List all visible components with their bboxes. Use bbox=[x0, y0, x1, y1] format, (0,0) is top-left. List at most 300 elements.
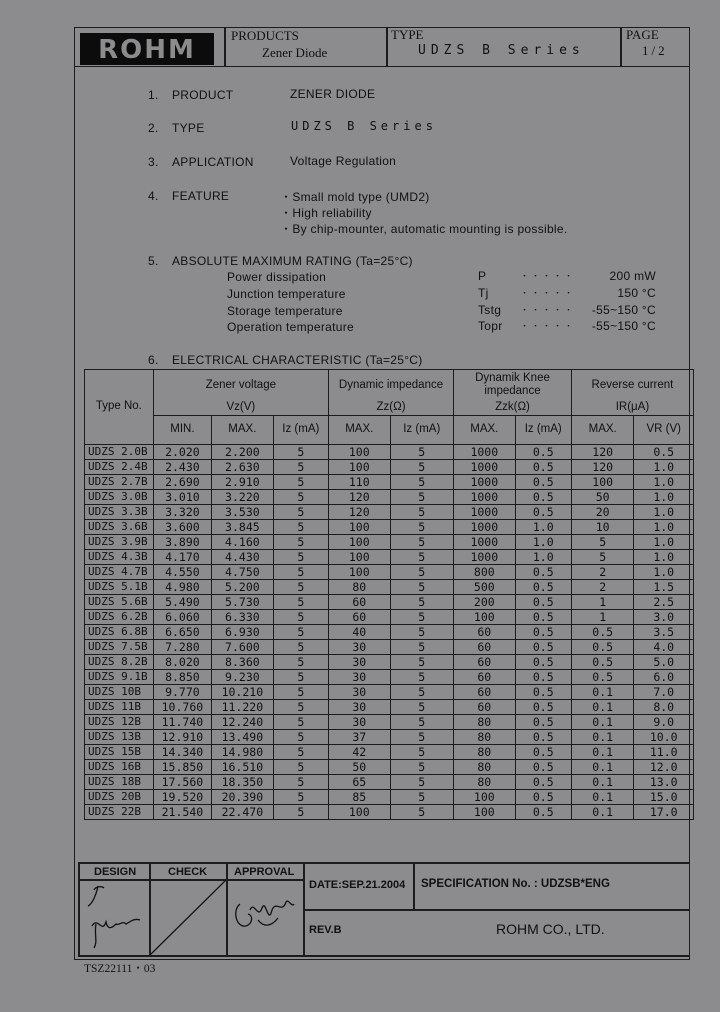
value-cell: 1000 bbox=[454, 504, 516, 519]
value-cell: 9.770 bbox=[153, 684, 211, 699]
value-cell: 5 bbox=[390, 774, 454, 789]
value-cell: 5 bbox=[273, 699, 328, 714]
value-cell: 5 bbox=[390, 759, 454, 774]
value-cell: 5 bbox=[273, 444, 328, 459]
value-cell: 1.0 bbox=[515, 549, 571, 564]
value-cell: 5 bbox=[273, 594, 328, 609]
value-cell: 5 bbox=[273, 564, 328, 579]
table-row bbox=[85, 639, 694, 654]
type-number-cell: UDZS 3.0B bbox=[85, 489, 154, 504]
type-name: UDZS B Series bbox=[291, 119, 437, 133]
type-number-cell: UDZS 4.7B bbox=[85, 564, 154, 579]
value-cell: 1.0 bbox=[634, 564, 694, 579]
value-cell: 0.5 bbox=[571, 654, 634, 669]
value-cell: 0.5 bbox=[515, 609, 571, 624]
header-divider bbox=[620, 27, 622, 67]
table-row bbox=[85, 699, 694, 714]
table-row bbox=[85, 609, 694, 624]
header-iz: Iz (mA) bbox=[273, 415, 328, 444]
design-signature bbox=[80, 880, 148, 954]
value-cell: 2.430 bbox=[153, 459, 211, 474]
value-cell: 60 bbox=[329, 609, 391, 624]
value-cell: 37 bbox=[329, 729, 391, 744]
value-cell: 5 bbox=[390, 654, 454, 669]
value-cell: 5 bbox=[390, 789, 454, 804]
value-cell: 1000 bbox=[454, 459, 516, 474]
value-cell: 5 bbox=[273, 729, 328, 744]
section-5-number: 5. bbox=[148, 254, 159, 268]
type-value: UDZS B Series bbox=[418, 43, 585, 58]
section-3-label: APPLICATION bbox=[172, 155, 254, 169]
value-cell: 50 bbox=[571, 489, 634, 504]
rating-value: -55~150 °C bbox=[591, 303, 656, 317]
date-text: DATE:SEP.21.2004 bbox=[309, 879, 406, 891]
section-5-label: ABSOLUTE MAXIMUM RATING (Ta=25°C) bbox=[172, 254, 413, 268]
value-cell: 5 bbox=[390, 459, 454, 474]
section-1-label: PRODUCT bbox=[172, 88, 234, 102]
value-cell: 3.5 bbox=[634, 624, 694, 639]
table-row bbox=[85, 654, 694, 669]
value-cell: 2.690 bbox=[153, 474, 211, 489]
type-number-cell: UDZS 3.6B bbox=[85, 519, 154, 534]
value-cell: 100 bbox=[329, 549, 391, 564]
value-cell: 1.0 bbox=[634, 549, 694, 564]
type-number-cell: UDZS 15B bbox=[85, 744, 154, 759]
header-divider bbox=[386, 27, 388, 67]
section-4-label: FEATURE bbox=[172, 189, 230, 203]
type-label: TYPE bbox=[391, 27, 424, 42]
value-cell: 0.5 bbox=[515, 639, 571, 654]
value-cell: 0.5 bbox=[515, 474, 571, 489]
value-cell: 0.1 bbox=[571, 714, 634, 729]
value-cell: 110 bbox=[329, 474, 391, 489]
value-cell: 11.220 bbox=[212, 699, 274, 714]
value-cell: 5 bbox=[273, 474, 328, 489]
value-cell: 5 bbox=[273, 759, 328, 774]
value-cell: 0.5 bbox=[571, 669, 634, 684]
value-cell: 5 bbox=[390, 639, 454, 654]
table-row bbox=[85, 804, 694, 819]
type-number-cell: UDZS 7.5B bbox=[85, 639, 154, 654]
value-cell: 5 bbox=[390, 549, 454, 564]
value-cell: 13.0 bbox=[634, 774, 694, 789]
value-cell: 0.5 bbox=[515, 789, 571, 804]
value-cell: 0.5 bbox=[515, 774, 571, 789]
value-cell: 15.850 bbox=[153, 759, 211, 774]
value-cell: 120 bbox=[571, 459, 634, 474]
header-zener-voltage: Zener voltage bbox=[153, 370, 328, 401]
value-cell: 60 bbox=[454, 699, 516, 714]
value-cell: 6.0 bbox=[634, 669, 694, 684]
value-cell: 5 bbox=[390, 609, 454, 624]
spec-text: SPECIFICATION No. : UDZSB*ENG bbox=[421, 878, 610, 890]
value-cell: 10.0 bbox=[634, 729, 694, 744]
value-cell: 5 bbox=[390, 669, 454, 684]
value-cell: 120 bbox=[571, 444, 634, 459]
value-cell: 5 bbox=[390, 564, 454, 579]
value-cell: 5 bbox=[273, 624, 328, 639]
type-number-cell: UDZS 16B bbox=[85, 759, 154, 774]
section-2-number: 2. bbox=[148, 121, 159, 135]
value-cell: 120 bbox=[329, 504, 391, 519]
value-cell: 13.490 bbox=[212, 729, 274, 744]
value-cell: 7.280 bbox=[153, 639, 211, 654]
header-vr: VR (V) bbox=[634, 415, 694, 444]
value-cell: 0.5 bbox=[515, 729, 571, 744]
section-6-number: 6. bbox=[148, 353, 159, 367]
value-cell: 1.0 bbox=[515, 519, 571, 534]
value-cell: 65 bbox=[329, 774, 391, 789]
products-label: PRODUCTS bbox=[231, 28, 299, 43]
specification-number bbox=[421, 878, 610, 890]
table-row bbox=[85, 504, 694, 519]
rating-symbol: Tstg bbox=[478, 303, 502, 317]
table-row bbox=[85, 759, 694, 774]
value-cell: 2.200 bbox=[212, 444, 274, 459]
feature-item: ・By chip-mounter, automatic mounting is possible. bbox=[280, 222, 568, 236]
value-cell: 30 bbox=[329, 669, 391, 684]
type-number-cell: UDZS 10B bbox=[85, 684, 154, 699]
section-4-number: 4. bbox=[148, 189, 159, 203]
form-number: TSZ22111・03 bbox=[84, 963, 156, 975]
table-row bbox=[85, 789, 694, 804]
value-cell: 0.5 bbox=[515, 669, 571, 684]
type-number-cell: UDZS 18B bbox=[85, 774, 154, 789]
value-cell: 3.890 bbox=[153, 534, 211, 549]
value-cell: 5 bbox=[390, 489, 454, 504]
feature-item: ・High reliability bbox=[280, 206, 372, 220]
value-cell: 5 bbox=[390, 684, 454, 699]
header-type-no: Type No. bbox=[85, 370, 154, 445]
value-cell: 3.530 bbox=[212, 504, 274, 519]
value-cell: 12.910 bbox=[153, 729, 211, 744]
value-cell: 12.0 bbox=[634, 759, 694, 774]
header-zzk-unit: Zzk(Ω) bbox=[454, 401, 572, 416]
value-cell: 4.160 bbox=[212, 534, 274, 549]
value-cell: 0.5 bbox=[515, 759, 571, 774]
value-cell: 5 bbox=[273, 714, 328, 729]
value-cell: 0.5 bbox=[634, 444, 694, 459]
value-cell: 2.630 bbox=[212, 459, 274, 474]
header-vz-unit: Vz(V) bbox=[153, 401, 328, 416]
value-cell: 5.0 bbox=[634, 654, 694, 669]
value-cell: 3.220 bbox=[212, 489, 274, 504]
value-cell: 1 bbox=[571, 609, 634, 624]
value-cell: 9.0 bbox=[634, 714, 694, 729]
value-cell: 100 bbox=[454, 789, 516, 804]
value-cell: 8.360 bbox=[212, 654, 274, 669]
value-cell: 0.1 bbox=[571, 804, 634, 819]
value-cell: 1000 bbox=[454, 489, 516, 504]
value-cell: 1000 bbox=[454, 474, 516, 489]
value-cell: 80 bbox=[454, 729, 516, 744]
logo-text: ROHM bbox=[98, 35, 196, 65]
value-cell: 3.845 bbox=[212, 519, 274, 534]
type-number-cell: UDZS 5.6B bbox=[85, 594, 154, 609]
value-cell: 1.0 bbox=[634, 459, 694, 474]
value-cell: 5 bbox=[390, 714, 454, 729]
rating-value: 150 °C bbox=[617, 286, 656, 300]
value-cell: 2.020 bbox=[153, 444, 211, 459]
footer-mid-divider bbox=[303, 909, 690, 911]
value-cell: 5 bbox=[273, 609, 328, 624]
value-cell: 5 bbox=[273, 774, 328, 789]
header-min: MIN. bbox=[153, 415, 211, 444]
value-cell: 10.760 bbox=[153, 699, 211, 714]
type-number-cell: UDZS 3.3B bbox=[85, 504, 154, 519]
value-cell: 8.020 bbox=[153, 654, 211, 669]
rating-dots: ・・・・・ bbox=[520, 288, 576, 298]
type-number-cell: UDZS 4.3B bbox=[85, 549, 154, 564]
value-cell: 0.5 bbox=[571, 624, 634, 639]
approval-signature bbox=[228, 880, 302, 954]
value-cell: 100 bbox=[329, 564, 391, 579]
value-cell: 120 bbox=[329, 489, 391, 504]
value-cell: 1000 bbox=[454, 549, 516, 564]
value-cell: 0.5 bbox=[515, 594, 571, 609]
value-cell: 0.5 bbox=[515, 459, 571, 474]
footer-top-border bbox=[78, 862, 690, 864]
table-row bbox=[85, 579, 694, 594]
value-cell: 20.390 bbox=[212, 789, 274, 804]
value-cell: 7.600 bbox=[212, 639, 274, 654]
value-cell: 5 bbox=[390, 519, 454, 534]
value-cell: 5 bbox=[390, 624, 454, 639]
value-cell: 0.5 bbox=[515, 699, 571, 714]
value-cell: 0.5 bbox=[515, 744, 571, 759]
value-cell: 5 bbox=[273, 804, 328, 819]
table-row bbox=[85, 444, 694, 459]
value-cell: 5 bbox=[390, 699, 454, 714]
value-cell: 5 bbox=[571, 534, 634, 549]
value-cell: 2 bbox=[571, 564, 634, 579]
type-number-cell: UDZS 2.7B bbox=[85, 474, 154, 489]
value-cell: 100 bbox=[454, 609, 516, 624]
value-cell: 0.1 bbox=[571, 729, 634, 744]
table-row bbox=[85, 474, 694, 489]
value-cell: 18.350 bbox=[212, 774, 274, 789]
table-row bbox=[85, 564, 694, 579]
value-cell: 6.930 bbox=[212, 624, 274, 639]
value-cell: 5 bbox=[273, 504, 328, 519]
rating-symbol: Topr bbox=[478, 319, 503, 333]
value-cell: 0.1 bbox=[571, 789, 634, 804]
value-cell: 5.730 bbox=[212, 594, 274, 609]
value-cell: 5 bbox=[273, 534, 328, 549]
value-cell: 100 bbox=[329, 804, 391, 819]
header-iz: Iz (mA) bbox=[515, 415, 571, 444]
product-value: ZENER DIODE bbox=[290, 87, 376, 101]
value-cell: 1.0 bbox=[515, 534, 571, 549]
value-cell: 1000 bbox=[454, 534, 516, 549]
value-cell: 9.230 bbox=[212, 669, 274, 684]
value-cell: 1.0 bbox=[634, 504, 694, 519]
type-number-cell: UDZS 12B bbox=[85, 714, 154, 729]
value-cell: 80 bbox=[454, 759, 516, 774]
value-cell: 16.510 bbox=[212, 759, 274, 774]
value-cell: 19.520 bbox=[153, 789, 211, 804]
header-ir-unit: IR(μA) bbox=[571, 401, 693, 416]
check-label: CHECK bbox=[168, 866, 208, 878]
type-number-cell: UDZS 8.2B bbox=[85, 654, 154, 669]
value-cell: 5 bbox=[273, 519, 328, 534]
value-cell: 0.5 bbox=[515, 714, 571, 729]
value-cell: 80 bbox=[329, 579, 391, 594]
value-cell: 30 bbox=[329, 684, 391, 699]
value-cell: 17.560 bbox=[153, 774, 211, 789]
value-cell: 5.490 bbox=[153, 594, 211, 609]
value-cell: 0.1 bbox=[571, 759, 634, 774]
value-cell: 20 bbox=[571, 504, 634, 519]
type-number-cell: UDZS 5.1B bbox=[85, 579, 154, 594]
table-row bbox=[85, 714, 694, 729]
table-row bbox=[85, 744, 694, 759]
value-cell: 60 bbox=[454, 654, 516, 669]
section-6-label: ELECTRICAL CHARACTERISTIC (Ta=25°C) bbox=[172, 353, 423, 367]
value-cell: 1 bbox=[571, 594, 634, 609]
rating-dots: ・・・・・ bbox=[520, 271, 576, 281]
type-number-cell: UDZS 6.2B bbox=[85, 609, 154, 624]
value-cell: 8.850 bbox=[153, 669, 211, 684]
value-cell: 800 bbox=[454, 564, 516, 579]
feature-text: By chip-mounter, automatic mounting is possible. bbox=[292, 222, 568, 236]
value-cell: 2.910 bbox=[212, 474, 274, 489]
value-cell: 100 bbox=[454, 804, 516, 819]
table-row bbox=[85, 594, 694, 609]
value-cell: 6.060 bbox=[153, 609, 211, 624]
rating-value: 200 mW bbox=[609, 269, 656, 283]
value-cell: 3.010 bbox=[153, 489, 211, 504]
value-cell: 5 bbox=[273, 789, 328, 804]
value-cell: 15.0 bbox=[634, 789, 694, 804]
value-cell: 2.5 bbox=[634, 594, 694, 609]
value-cell: 12.240 bbox=[212, 714, 274, 729]
value-cell: 21.540 bbox=[153, 804, 211, 819]
value-cell: 6.330 bbox=[212, 609, 274, 624]
rating-name: Storage temperature bbox=[227, 304, 343, 318]
value-cell: 85 bbox=[329, 789, 391, 804]
header-iz: Iz (mA) bbox=[390, 415, 454, 444]
value-cell: 0.5 bbox=[515, 504, 571, 519]
value-cell: 60 bbox=[454, 624, 516, 639]
value-cell: 0.5 bbox=[515, 804, 571, 819]
value-cell: 5 bbox=[390, 579, 454, 594]
table-row bbox=[85, 684, 694, 699]
electrical-characteristic-table bbox=[84, 369, 694, 820]
value-cell: 3.600 bbox=[153, 519, 211, 534]
header-max: MAX. bbox=[454, 415, 516, 444]
value-cell: 1000 bbox=[454, 519, 516, 534]
value-cell: 100 bbox=[329, 444, 391, 459]
value-cell: 3.0 bbox=[634, 609, 694, 624]
revision-text: REV.B bbox=[309, 924, 342, 936]
footer-divider bbox=[413, 862, 415, 909]
value-cell: 42 bbox=[329, 744, 391, 759]
value-cell: 1.0 bbox=[634, 534, 694, 549]
value-cell: 0.5 bbox=[515, 444, 571, 459]
section-3-number: 3. bbox=[148, 155, 159, 169]
value-cell: 0.1 bbox=[571, 684, 634, 699]
type-number-cell: UDZS 3.9B bbox=[85, 534, 154, 549]
section-2-label: TYPE bbox=[172, 121, 205, 135]
value-cell: 8.0 bbox=[634, 699, 694, 714]
value-cell: 4.430 bbox=[212, 549, 274, 564]
value-cell: 30 bbox=[329, 699, 391, 714]
value-cell: 80 bbox=[454, 744, 516, 759]
value-cell: 1.0 bbox=[634, 519, 694, 534]
header-dynamic-impedance: Dynamic impedance bbox=[329, 370, 454, 401]
value-cell: 500 bbox=[454, 579, 516, 594]
type-number-cell: UDZS 11B bbox=[85, 699, 154, 714]
value-cell: 17.0 bbox=[634, 804, 694, 819]
value-cell: 100 bbox=[571, 474, 634, 489]
type-number-cell: UDZS 9.1B bbox=[85, 669, 154, 684]
value-cell: 0.1 bbox=[571, 699, 634, 714]
rating-name: Junction temperature bbox=[227, 287, 346, 301]
table-row bbox=[85, 489, 694, 504]
value-cell: 0.5 bbox=[515, 624, 571, 639]
value-cell: 11.740 bbox=[153, 714, 211, 729]
value-cell: 40 bbox=[329, 624, 391, 639]
value-cell: 60 bbox=[329, 594, 391, 609]
feature-text: High reliability bbox=[292, 206, 372, 220]
rating-name: Operation temperature bbox=[227, 320, 355, 334]
value-cell: 5 bbox=[273, 489, 328, 504]
page-number: 1/2 bbox=[642, 43, 668, 58]
value-cell: 4.0 bbox=[634, 639, 694, 654]
products-value: Zener Diode bbox=[262, 45, 328, 60]
table-row bbox=[85, 624, 694, 639]
table-row bbox=[85, 774, 694, 789]
value-cell: 80 bbox=[454, 774, 516, 789]
type-number-cell: UDZS 2.4B bbox=[85, 459, 154, 474]
value-cell: 5 bbox=[390, 804, 454, 819]
table-row bbox=[85, 669, 694, 684]
value-cell: 22.470 bbox=[212, 804, 274, 819]
value-cell: 0.5 bbox=[515, 684, 571, 699]
value-cell: 7.0 bbox=[634, 684, 694, 699]
type-number-cell: UDZS 6.8B bbox=[85, 624, 154, 639]
value-cell: 1.0 bbox=[634, 474, 694, 489]
value-cell: 0.5 bbox=[515, 489, 571, 504]
value-cell: 60 bbox=[454, 669, 516, 684]
value-cell: 5 bbox=[273, 744, 328, 759]
value-cell: 30 bbox=[329, 714, 391, 729]
table-row bbox=[85, 519, 694, 534]
value-cell: 0.5 bbox=[515, 564, 571, 579]
design-label: DESIGN bbox=[94, 866, 137, 878]
value-cell: 60 bbox=[454, 684, 516, 699]
value-cell: 5 bbox=[273, 669, 328, 684]
type-number-cell: UDZS 20B bbox=[85, 789, 154, 804]
value-cell: 60 bbox=[454, 639, 516, 654]
value-cell: 5 bbox=[390, 729, 454, 744]
header-reverse-current: Reverse current bbox=[571, 370, 693, 401]
type-number-cell: UDZS 22B bbox=[85, 804, 154, 819]
rohm-logo bbox=[80, 33, 214, 65]
value-cell: 0.5 bbox=[571, 639, 634, 654]
value-cell: 1.5 bbox=[634, 579, 694, 594]
value-cell: 50 bbox=[329, 759, 391, 774]
rating-symbol: P bbox=[478, 269, 487, 283]
value-cell: 4.170 bbox=[153, 549, 211, 564]
value-cell: 5 bbox=[571, 549, 634, 564]
value-cell: 10 bbox=[571, 519, 634, 534]
value-cell: 4.750 bbox=[212, 564, 274, 579]
table-row bbox=[85, 549, 694, 564]
header-knee-impedance: Dynamik Knee impedance bbox=[454, 370, 572, 401]
value-cell: 11.0 bbox=[634, 744, 694, 759]
